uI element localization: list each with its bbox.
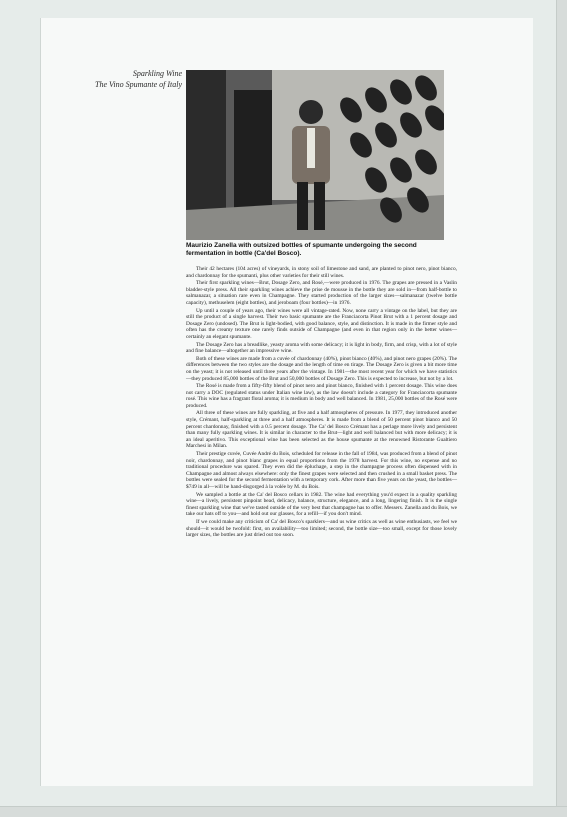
- running-header-title: The Vino Spumante of Italy: [95, 80, 182, 89]
- cellar-photo: [186, 70, 444, 240]
- paragraph-7: All three of these wines are fully sparkling, at five and a half atmospheres of pressure. In 1977, they introduced another style, Crémant, half-sparkling at three and a half atmospheres. It is made from a blend of 50 percent pinot bianco and 50 percent chardonnay, finished with a 0.5 percent dosage. The Ca' del Bosco Crémant has a perlage more lively and persistent than many fully sparkling wines. It is similar in character to the Brut—light and well balanced but with more delicacy; it is an ideal aperitivo. This exceptional wine has been selected as the house spumante at the renowned Ristorante Gualtiero Marchesi in Milan.: [186, 410, 457, 450]
- article-body: [186, 266, 457, 540]
- paragraph-6: The Rosé is made from a fifty-fifty blend of pinot nero and pinot bianco, finished with 1 percent dosage. This wine does not carry a DOC (regulated status under Italian wine law), as the law doesn't include a category for Franciacorta spumante rosé. This wine has a fragrant floral aroma; it is medium in body and well balanced. In 1981, 25,000 bottles of the Rosé were produced.: [186, 383, 457, 409]
- paragraph-2: Their first sparkling wines—Brut, Dosage Zero, and Rosé,—were produced in 1976. The grapes are pressed in a Vaslin bladder-style press. All their sparkling wines achieve the prise de mousse in the bottle they are sold in—from half-bottle to salmanazar, a situation rare even in Champagne. They started production of the larger sizes—salmanazar (twelve bottle capacity), methuselem (eight bottles), and jeroboam (four bottles)—in 1976.: [186, 280, 457, 306]
- running-header: [60, 68, 182, 90]
- paragraph-1: Their 42 hectares (104 acres) of vineyards, in stony soil of limestone and sand, are planted to pinot nero, pinot bianco, and chardonnay for the spumanti, plus other varieties for their still wines.: [186, 266, 457, 279]
- running-header-section: Sparkling Wine: [132, 69, 182, 78]
- scanner-edge-right: [556, 0, 567, 816]
- paragraph-8: Their prestige cuvée, Cuvée André du Bois, scheduled for release in the fall of 1984, was produced from a blend of pinot noir, chardonnay, and pinot bianc grapes in equal proportions from the 1978 harvest. For this wine, no expense and no traditional procedure was spared. They even did the épluchage, a step in the champagne process often dispensed with in Champagne and almost always elsewhere: only the finest grapes were selected and then crushed in a small basket press. The bottles were sealed for the second fermentation with a temporary cork. After more than five years on the yeast, the bottles—$749 in all—will be hand-disgorged à la volée by M. du Bois.: [186, 451, 457, 490]
- paragraph-10: If we could make any criticism of Ca' del Bosco's sparklers—and us wine critics as well as wine enthusiasts, we feel we should—it would be twofold: first, on availability—too limited; second, the bottle size—too small, except for those lovely larger sizes, the bottles are just dried out too soon.: [186, 518, 457, 539]
- paragraph-5: Both of these wines are made from a cuvée of chardonnay (40%), pinot bianco (40%), and pinot nero grapes (20%). The differences between the two styles are the dosage and the length of time en tirage. The Dosage Zero is given a bit more time on the yeast; it is not released until three years after the vintage. In 1981—the most recent year for which we have statistics—they produced 85,000 bottles of the Brut and 50,000 bottles of Dosage Zero. This is expected to increase, but not by a lot.: [186, 355, 457, 382]
- paragraph-3: Up until a couple of years ago, their wines were all vintage-rated. Now, none carry a vintage on the label, but they are still the product of a single harvest. Their two basic spumante are the Franciacorta Pinot Brut with a 1 percent dosage and Dosage Zero (undosed). The Brut is light-bodied, with good balance, style, and distinction. It is made in the firmer style and often has the creamy texture one rarely finds outside of Champagne (and even in that region only in the better wines—certainly an elegant spumante.: [186, 307, 457, 340]
- photo-caption: Maurizio Zanella with outsized bottles of spumante undergoing the second fermentation in bottle (Ca'del Bosco).: [186, 242, 417, 257]
- cellar-photo-illustration: [186, 70, 444, 240]
- doorway-center: [234, 90, 272, 210]
- paragraph-4: The Dosage Zero has a breadlike, yeasty aroma with some delicacy; it is light in body, firm, and crisp, with a lot of style and fine balance—altogether an impressive wine.: [186, 341, 457, 355]
- paragraph-9: We sampled a bottle at the Ca' del Bosco cellars in 1982. The wine had everything you'd expect in a quality sparkling wine—a lively, persistent pinpoint bead, delicacy, balance, structure, elegance, and a long, lingering finish. It is the single finest sparkling wine that we've tasted outside of the very best that champagne has to offer. Messers. Zanella and du Bois, we take our hats off to you—and hold out our glasses, for a refill—if you don't mind.: [186, 491, 457, 518]
- scanner-edge-bottom: [0, 806, 567, 817]
